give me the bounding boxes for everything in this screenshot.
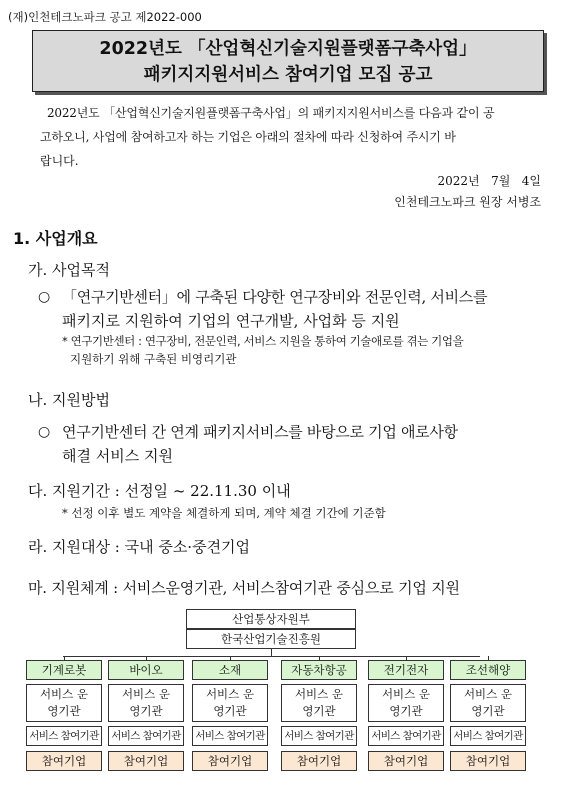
operating-agency-box: 서비스 운영기관 (281, 684, 357, 722)
subsection-na-heading: 나. 지원방법 (28, 391, 110, 409)
participating-agency-box: 서비스 참여기관 (192, 726, 268, 746)
participating-company-box: 참여기업 (192, 751, 268, 771)
intro-paragraph (40, 101, 545, 173)
intro-line-1: 2022년도 「산업혁신기술지원플랫폼구축사업」의 패키지지원서비스를 다음과 같이 공 (47, 106, 495, 120)
ga-bullet-line-2: 패키지로 지원하여 기업의 연구개발, 사업화 등 지원 (62, 312, 400, 330)
field-box: 소재 (192, 660, 268, 680)
title-box (32, 30, 544, 92)
operating-agency-box: 서비스 운영기관 (26, 684, 102, 722)
participating-agency-box: 서비스 참여기관 (450, 726, 526, 746)
field-box: 바이오 (108, 660, 184, 680)
participating-company-box: 참여기업 (108, 751, 184, 771)
ga-note-line-2: 지원하기 위해 구축된 비영리기관 (70, 352, 237, 366)
subsection-da-heading: 다. 지원기간 : 선정일 ~ 22.11.30 이내 (28, 482, 291, 500)
participating-company-box: 참여기업 (368, 751, 444, 771)
bullet-icon: ○ (38, 424, 51, 440)
operating-agency-box: 서비스 운영기관 (450, 684, 526, 722)
participating-company-box: 참여기업 (281, 751, 357, 771)
connector-line (63, 656, 480, 657)
title-line-1: 2022년도 「산업혁신기술지원플랫폼구축사업」 (99, 39, 477, 59)
field-box: 조선해양 (450, 660, 526, 680)
da-note: * 선정 이후 별도 계약을 체결하게 되며, 계약 체결 기간에 기준함 (62, 506, 386, 520)
subsection-ma-heading: 마. 지원체계 : 서비스운영기관, 서비스참여기관 중심으로 기업 지원 (28, 579, 460, 597)
ga-note (62, 332, 552, 368)
field-box: 전기전자 (368, 660, 444, 680)
signatory: 인천테크노파크 원장 서병조 (394, 195, 541, 209)
na-bullet (38, 420, 548, 468)
participating-company-box: 참여기업 (26, 751, 102, 771)
participating-agency-box: 서비스 참여기관 (368, 726, 444, 746)
participating-agency-box: 서비스 참여기관 (108, 726, 184, 746)
operating-agency-box: 서비스 운영기관 (368, 684, 444, 722)
participating-agency-box: 서비스 참여기관 (26, 726, 102, 746)
bullet-icon: ○ (38, 289, 51, 305)
ga-bullet (38, 285, 548, 333)
section-1-heading: 1. 사업개요 (13, 229, 98, 248)
org-ministry: 산업통상자원부 (186, 609, 356, 629)
ga-note-line-1: * 연구기반센터 : 연구장비, 전문인력, 서비스 지원을 통하여 기술애로를 겪는 기업을 (62, 334, 464, 348)
org-agency: 한국산업기술진흥원 (186, 629, 356, 649)
field-box: 자동차항공 (281, 660, 357, 680)
field-box: 기계로봇 (26, 660, 102, 680)
operating-agency-box: 서비스 운영기관 (108, 684, 184, 722)
na-bullet-line-1: 연구기반센터 간 연계 패키지서비스를 바탕으로 기업 애로사항 (62, 423, 458, 441)
connector-line (271, 649, 272, 656)
intro-line-2: 고하오니, 사업에 참여하고자 하는 기업은 아래의 절차에 따라 신청하여 주시기 바 (40, 130, 456, 144)
operating-agency-box: 서비스 운영기관 (192, 684, 268, 722)
document-number: (재)인천테크노파크 공고 제2022-000 (8, 10, 202, 24)
na-bullet-line-2: 해결 서비스 지원 (62, 447, 173, 465)
title-line-2: 패키지지원서비스 참여기업 모집 공고 (143, 65, 433, 85)
subsection-ga-heading: 가. 사업목적 (28, 261, 110, 279)
participating-agency-box: 서비스 참여기관 (281, 726, 357, 746)
ga-bullet-line-1: 「연구기반센터」에 구축된 다양한 연구장비와 전문인력, 서비스를 (62, 288, 488, 306)
participating-company-box: 참여기업 (450, 751, 526, 771)
intro-line-3: 랍니다. (40, 154, 79, 168)
subsection-ra-heading: 라. 지원대상 : 국내 중소·중견기업 (28, 538, 251, 556)
announcement-date: 2022년 7월 4일 (437, 174, 541, 188)
